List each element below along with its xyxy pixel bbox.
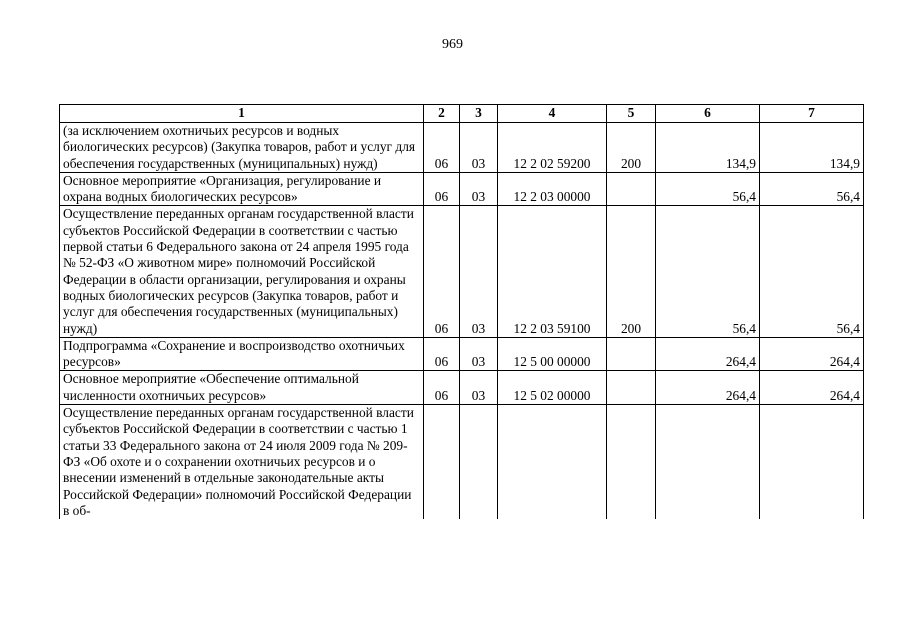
row-amount-col6: 56,4	[656, 206, 760, 337]
row-expense-type	[607, 172, 656, 206]
header-col-6: 6	[656, 105, 760, 123]
table-row	[60, 371, 864, 405]
row-description-text: Основное мероприятие «Обеспечение оптимальной численности охотничьих ресурсов»	[63, 371, 359, 403]
row-amount-col7: 264,4	[760, 337, 864, 371]
row-amount-col7: 56,4	[760, 172, 864, 206]
row-description-text: Осуществление переданных органам государственной власти субъектов Российской Федерации в соответствии с частью 1 статьи 33 Федерального закона от 24 июля 2009 года № 209-ФЗ «Об охоте и о сохранении охотничьих ресурсов и о внесении изменений в отдельные законодательные акты Российской Федерации» полномочий Российской Федерации в об-	[63, 405, 414, 518]
header-col-2: 2	[424, 105, 460, 123]
row-description	[60, 337, 424, 371]
row-amount-col7: 134,9	[760, 123, 864, 173]
row-section: 06	[424, 371, 460, 405]
row-amount-col6: 264,4	[656, 371, 760, 405]
row-expense-type	[607, 337, 656, 371]
row-section: 06	[424, 172, 460, 206]
row-description	[60, 172, 424, 206]
row-subsection: 03	[460, 337, 498, 371]
row-target-code: 12 5 02 00000	[498, 371, 607, 405]
table-row	[60, 337, 864, 371]
table-row	[60, 172, 864, 206]
header-col-5: 5	[607, 105, 656, 123]
table-row	[60, 206, 864, 337]
header-col-1: 1	[60, 105, 424, 123]
row-target-code: 12 2 02 59200	[498, 123, 607, 173]
row-amount-col6: 264,4	[656, 337, 760, 371]
row-description	[60, 123, 424, 173]
row-description-text: Осуществление переданных органам государственной власти субъектов Российской Федерации в соответствии с частью первой статьи 6 Федерального закона от 24 апреля 1995 года № 52-ФЗ «О животном мире» полномочий Российской Федерации в области организации, регулирования и охраны водных биологических ресурсов (Закупка товаров, работ и услуг для обеспечения государственных (муниципальных) нужд)	[63, 206, 414, 336]
row-target-code: 12 2 03 00000	[498, 172, 607, 206]
row-description	[60, 371, 424, 405]
header-col-3: 3	[460, 105, 498, 123]
header-row	[60, 105, 864, 123]
row-amount-col7: 264,4	[760, 371, 864, 405]
row-target-code: 12 5 00 00000	[498, 337, 607, 371]
row-description-text: (за исключением охотничьих ресурсов и водных биологических ресурсов) (Закупка товаров, работ и услуг для обеспечения государственных (муниципальных) нужд)	[63, 123, 416, 171]
table-row	[60, 123, 864, 173]
page-number: 969	[442, 37, 463, 52]
row-section: 06	[424, 123, 460, 173]
row-amount-col6: 56,4	[656, 172, 760, 206]
row-amount-col7: 56,4	[760, 206, 864, 337]
row-section: 06	[424, 206, 460, 337]
budget-table	[59, 104, 864, 519]
row-expense-type	[607, 371, 656, 405]
row-description-text: Основное мероприятие «Организация, регулирование и охрана водных биологических ресурсов»	[63, 172, 382, 205]
row-description	[60, 405, 424, 520]
row-subsection: 03	[460, 123, 498, 173]
header-col-7: 7	[760, 105, 864, 123]
table-row	[60, 405, 864, 520]
row-target-code	[498, 405, 607, 520]
row-subsection: 03	[460, 371, 498, 405]
row-subsection: 03	[460, 172, 498, 206]
row-subsection	[460, 405, 498, 520]
row-expense-type	[607, 405, 656, 520]
row-expense-type: 200	[607, 123, 656, 173]
row-description	[60, 206, 424, 337]
header-col-4: 4	[498, 105, 607, 123]
row-description-text: Подпрограмма «Сохранение и воспроизводство охотничьих ресурсов»	[63, 337, 405, 370]
row-expense-type: 200	[607, 206, 656, 337]
row-section: 06	[424, 337, 460, 371]
row-amount-col7	[760, 405, 864, 520]
row-subsection: 03	[460, 206, 498, 337]
row-section	[424, 405, 460, 520]
row-amount-col6: 134,9	[656, 123, 760, 173]
row-target-code: 12 2 03 59100	[498, 206, 607, 337]
row-amount-col6	[656, 405, 760, 520]
